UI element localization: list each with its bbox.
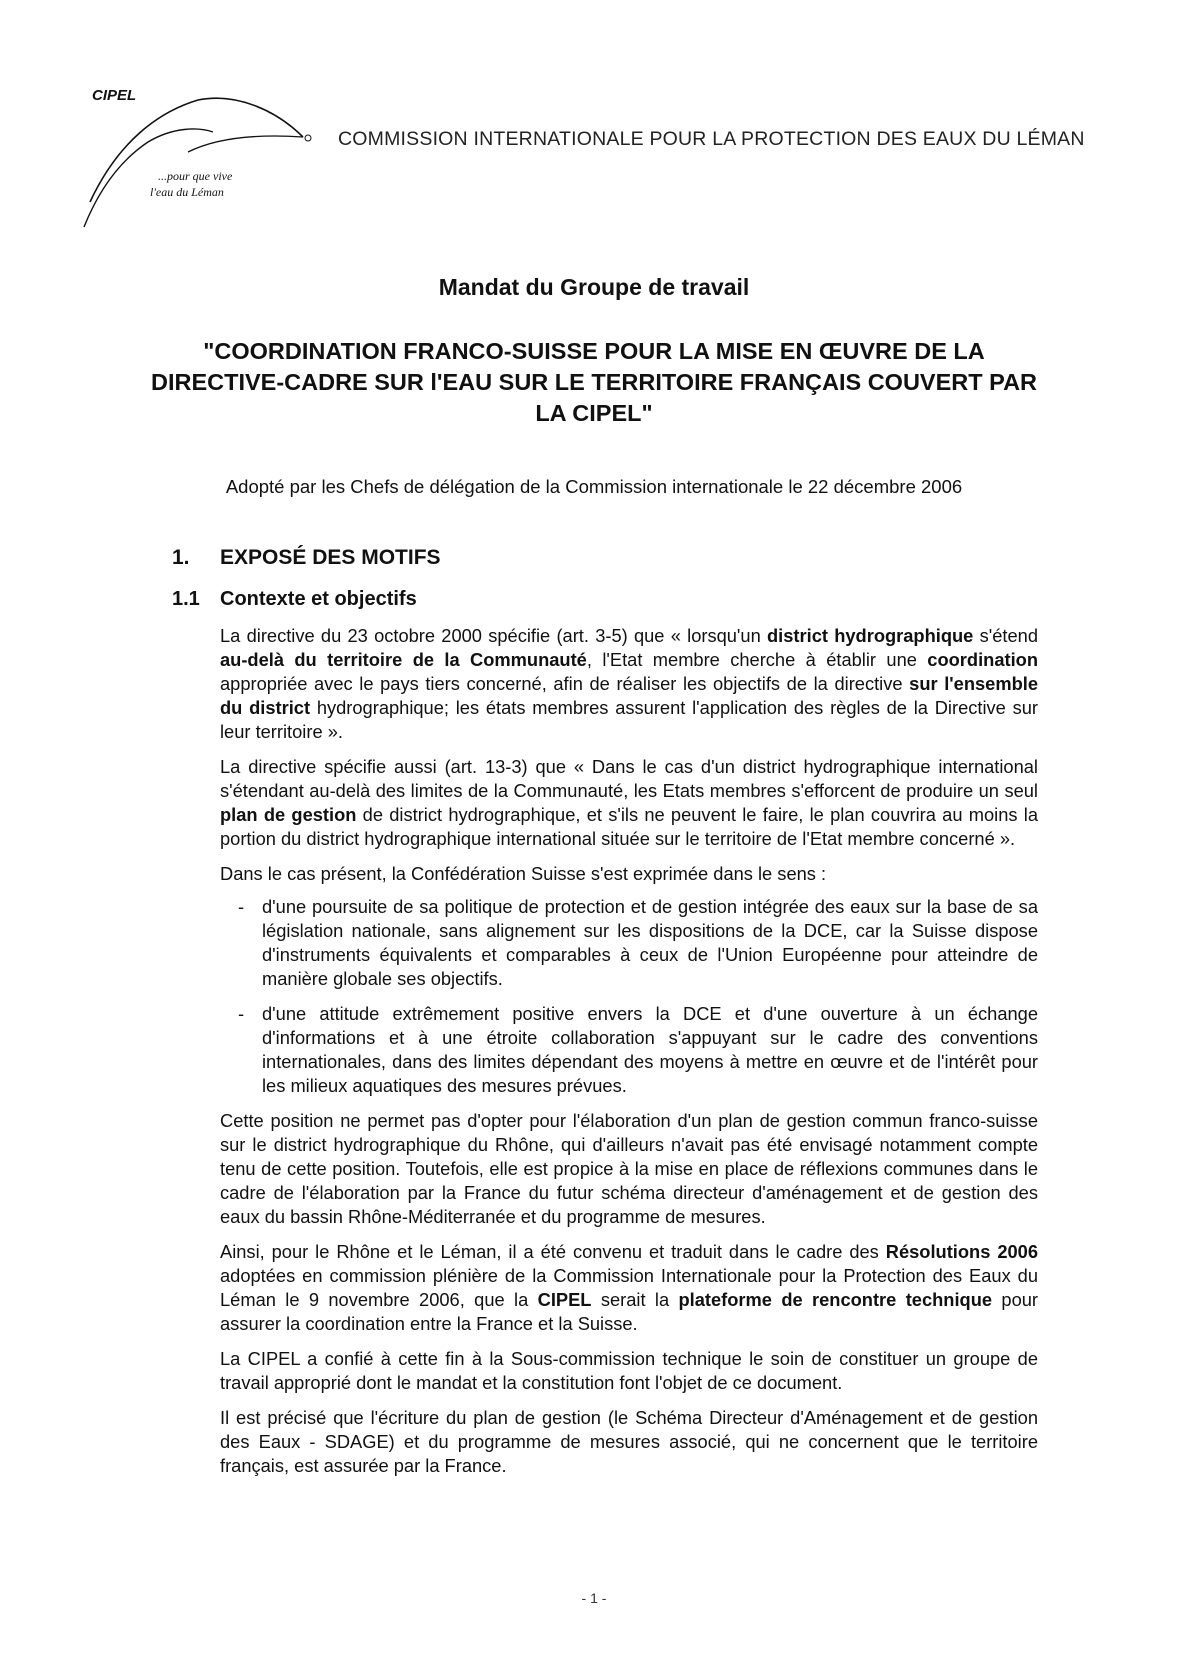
- bullet-list: [220, 895, 1038, 1098]
- subsection-heading-1-1: [172, 588, 417, 611]
- list-item: - d'une poursuite de sa politique de protection et de gestion intégrée des eaux sur la base de sa législation nationale, sans alignement sur les dispositions de la DCE, car la Suisse dispose d'instruments équivalents et comparables à ceux de l'Union Européenne pour atteindre de manière globale ses objectifs.: [238, 896, 1038, 989]
- adoption-statement: Adopté par les Chefs de délégation de la Commission internationale le 22 décembre 2006: [225, 476, 963, 497]
- paragraph-2: La directive spécifie aussi (art. 13-3) que « Dans le cas d'un district hydrographique international s'étendant au-delà des limites de la Communauté, les Etats membres s'efforcent de produire un seul plan de gestion de district hydrographique, et s'ils ne peuvent le faire, le plan couvrira au moins la portion du district hydrographique international située sur le territoire de l'Etat membre concerné ».: [220, 756, 1038, 849]
- cipel-logo: [78, 82, 323, 232]
- paragraph-6: La CIPEL a confié à cette fin à la Sous-commission technique le soin de constituer un groupe de travail approprié dont le mandat et la constitution font l'objet de ce document.: [220, 1348, 1038, 1393]
- paragraph-4: Cette position ne permet pas d'opter pour l'élaboration d'un plan de gestion commun franco-suisse sur le district hydrographique du Rhône, qui d'ailleurs n'avait pas été envisagé notamment compte tenu de cette position. Toutefois, elle est propice à la mise en place de réflexions communes dans le cadre de l'élaboration par la France du futur schéma directeur d'aménagement et de gestion des eaux du bassin Rhône-Méditerranée et du programme de mesures.: [220, 1110, 1038, 1227]
- section-number: 1.: [172, 546, 190, 569]
- page-number: - 1 -: [581, 1590, 607, 1606]
- mandate-title: Mandat du Groupe de travail: [438, 274, 750, 300]
- paragraph-7: Il est précisé que l'écriture du plan de gestion (le Schéma Directeur d'Aménagement et de gestion des Eaux - SDAGE) et du programme de mesures associé, qui ne concernent que le territoire français, est assurée par la France.: [220, 1407, 1038, 1476]
- paragraph-3: Dans le cas présent, la Confédération Suisse s'est exprimée dans le sens :: [220, 863, 827, 884]
- subsection-title: Contexte et objectifs: [220, 588, 417, 610]
- list-item: - d'une attitude extrêmement positive envers la DCE et d'une ouverture à un échange d'informations et à une étroite collaboration s'appuyant sur le cadre des conventions internationales, dans des limites dépendant des moyens à mettre en œuvre et de l'intérêt pour les milieux aquatiques des mesures prévues.: [238, 1003, 1038, 1096]
- paragraph-5: Ainsi, pour le Rhône et le Léman, il a été convenu et traduit dans le cadre des Résolutions 2006 adoptées en commission plénière de la Commission Internationale pour la Protection des Eaux du Léman le 9 novembre 2006, que la CIPEL serait la plateforme de rencontre technique pour assurer la coordination entre la France et la Suisse.: [220, 1241, 1039, 1334]
- logo-tagline-2: l'eau du Léman: [150, 185, 224, 199]
- body-text: [220, 624, 1038, 1489]
- section-heading-1: [172, 546, 441, 570]
- organization-name: COMMISSION INTERNATIONALE POUR LA PROTECTION DES EAUX DU LÉMAN: [338, 128, 1085, 150]
- logo-tagline-1: ...pour que vive: [158, 169, 233, 183]
- section-title: EXPOSÉ DES MOTIFS: [220, 546, 441, 569]
- logo-text: CIPEL: [92, 87, 137, 104]
- subsection-number: 1.1: [172, 588, 200, 610]
- paragraph-1: La directive du 23 octobre 2000 spécifie (art. 3-5) que « lorsqu'un district hydrographique s'étend au-delà du territoire de la Communauté, l'Etat membre cherche à établir une coordination appropriée avec le pays tiers concerné, afin de réaliser les objectifs de la directive sur l'ensemble du district hydrographique; les états membres assurent l'application des règles de la Directive sur leur territoire ».: [220, 625, 1038, 742]
- main-title: "COORDINATION FRANCO-SUISSE POUR LA MISE EN ŒUVRE DE LA DIRECTIVE-CADRE SUR l'EAU SUR LE TERRITOIRE FRANÇAIS COUVERT PAR LA CIPEL": [150, 338, 1038, 426]
